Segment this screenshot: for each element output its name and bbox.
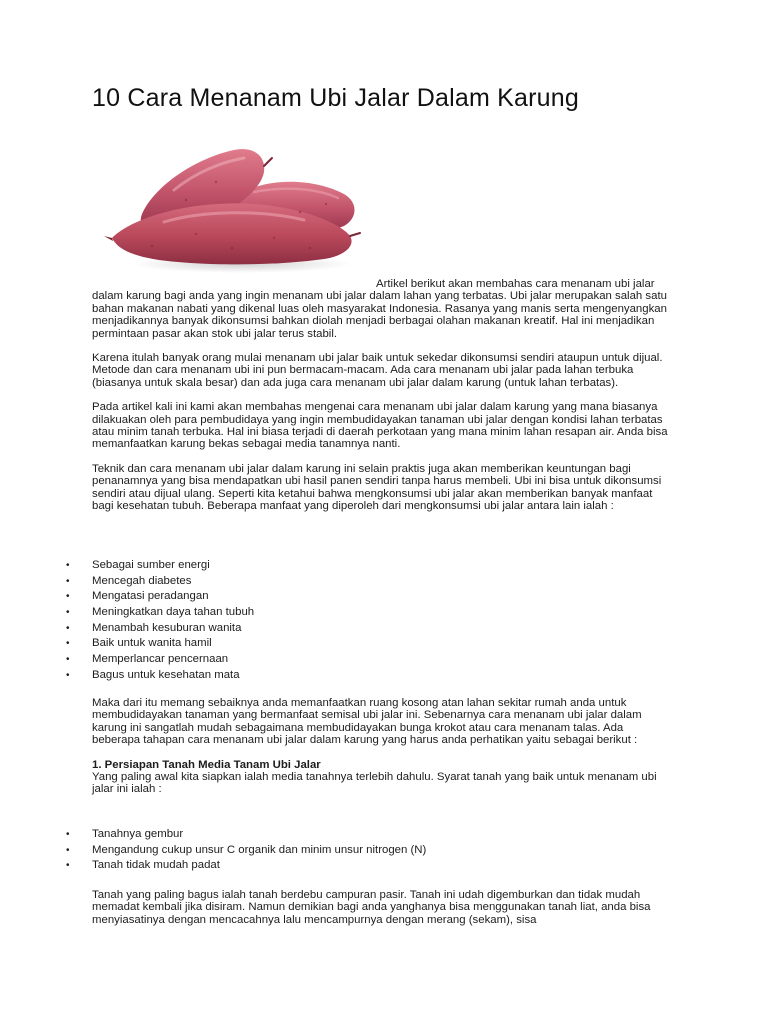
- bullet-icon: •: [66, 638, 70, 650]
- list-item: [66, 636, 674, 652]
- list-item-text: Mengandung cukup unsur C organik dan minim unsur nitrogen (N): [92, 843, 427, 856]
- list-item: [66, 558, 674, 574]
- list-item: [66, 652, 674, 668]
- bullet-icon: •: [66, 654, 70, 666]
- paragraph: Pada artikel kali ini kami akan membahas mengenai cara menanam ubi jalar dalam karung yang mana biasanya dilakuakan oleh para pembudidaya yang ingin membudidayakan tanaman ubi jalar dengan kondisi lahan terbatas atau minim tanah terbuka. Hal ini biasa terjadi di daerah perkotaan yang mana minim lahan resapan air. Anda bisa memanfaatkan karung bekas sebagai media tanamnya nanti.: [92, 401, 668, 451]
- list-item-text: Mengatasi peradangan: [92, 590, 209, 603]
- bullet-icon: •: [66, 844, 70, 856]
- list-item-text: Sebagai sumber energi: [92, 559, 210, 571]
- list-item-text: Tanahnya gembur: [92, 828, 184, 840]
- list-item: [66, 827, 674, 843]
- list-item: [66, 621, 674, 637]
- requirements-list: [66, 827, 674, 874]
- paragraph: Artikel berikut akan membahas cara menanam ubi jalar dalam karung bagi anda yang ingin menanam ubi jalar dalam lahan yang terbatas. Ubi jalar merupakan salah satu bahan makanan nabati yang dikenal luas oleh masyarakat Indonesia. Rasanya yang manis serta mengenyangkan menjadikannya banyak dikonsumsi bahkan diolah menjadi berbagai olahan makanan kreatif. Hal ini menjadikan permintaan pasar akan stok ubi jalar terus stabil.: [92, 278, 667, 340]
- article-title: 10 Cara Menanam Ubi Jalar Dalam Karung: [92, 84, 579, 112]
- paragraph: Maka dari itu memang sebaiknya anda memanfaatkan ruang kosong atan lahan sekitar rumah anda untuk membudidayakan tanaman yang bermanfaat semisal ubi jalar ini. Sebenarnya cara menanam ubi jalar dalam karung ini sangatlah mudah sebagaimana membudidayakan bunga krokot atau cara menanam talas. Ada beberapa tahapan cara menanam ubi jalar dalam karung yang harus anda perhatikan yaitu sebagai berikut :: [92, 697, 642, 747]
- list-item: [66, 605, 674, 621]
- bullet-icon: •: [66, 829, 70, 840]
- bullet-icon: •: [66, 560, 70, 571]
- list-item-text: Bagus untuk kesehatan mata: [92, 668, 240, 681]
- list-item: [66, 589, 674, 605]
- paragraph: Tanah yang paling bagus ialah tanah berdebu campuran pasir. Tanah ini udah digemburkan dan tidak mudah memadat kembali jika disiram. Namun demikian bagi anda yanghanya bisa menggunakan tanah liat, anda bisa menyiasatinya dengan mencacahnya lalu mencampurnya dengan merang (sekam), sisa: [92, 889, 651, 926]
- bullet-icon: •: [66, 575, 70, 587]
- bullet-icon: •: [66, 860, 70, 872]
- bullet-icon: •: [66, 669, 70, 681]
- requirements-section: [66, 827, 674, 886]
- benefits-list: [66, 558, 674, 684]
- bullet-icon: •: [66, 622, 70, 634]
- list-item-text: Mencegah diabetes: [92, 574, 192, 587]
- bullet-icon: •: [66, 591, 70, 603]
- list-item-text: Meningkatkan daya tahan tubuh: [92, 606, 255, 619]
- paragraph: Yang paling awal kita siapkan ialah media tanahnya terlebih dahulu. Syarat tanah yang baik untuk menanam ubi jalar ini ialah :: [92, 771, 657, 796]
- bullet-icon: •: [66, 607, 70, 619]
- list-item: [66, 858, 674, 874]
- article-body-bottom: [92, 889, 674, 938]
- list-item: [66, 668, 674, 684]
- paragraph: Karena itulah banyak orang mulai menanam ubi jalar baik untuk sekedar dikonsumsi sendiri ataupun untuk dijual. Metode dan cara menanam ubi ini pun bermacam-macam. Ada cara menanam ubi jalar pada lahan terbuka (biasanya untuk skala besar) dan ada juga cara menanam ubi jalar dalam karung (untuk lahan terbatas).: [92, 352, 663, 389]
- list-item: [66, 843, 674, 859]
- article-body-middle: [92, 697, 674, 808]
- list-item-text: Baik untuk wanita hamil: [92, 637, 212, 650]
- list-item-text: Menambah kesuburan wanita: [92, 621, 242, 634]
- list-item-text: Memperlancar pencernaan: [92, 653, 229, 666]
- benefits-section: [66, 558, 674, 696]
- sweet-potato-image: [104, 138, 366, 278]
- section-heading: 1. Persiapan Tanah Media Tanam Ubi Jalar: [92, 758, 321, 771]
- list-item: [66, 574, 674, 590]
- paragraph: Teknik dan cara menanam ubi jalar dalam karung ini selain praktis juga akan memberikan keuntungan bagi penanamnya yang bisa mendapatkan ubi hasil panen sendiri tanpa harus membeli. Ubi ini bisa untuk dikonsumsi sendiri atau dijual ulang. Seperti kita ketahui bahwa mengkonsumsi ubi jalar akan memberikan banyak manfaat bagi kesehatan tubuh. Beberapa manfaat yang diperoleh dari mengkonsumsi ubi jalar antara lain ialah :: [92, 462, 662, 513]
- article-body-top: [92, 278, 674, 525]
- list-item-text: Tanah tidak mudah padat: [92, 859, 220, 872]
